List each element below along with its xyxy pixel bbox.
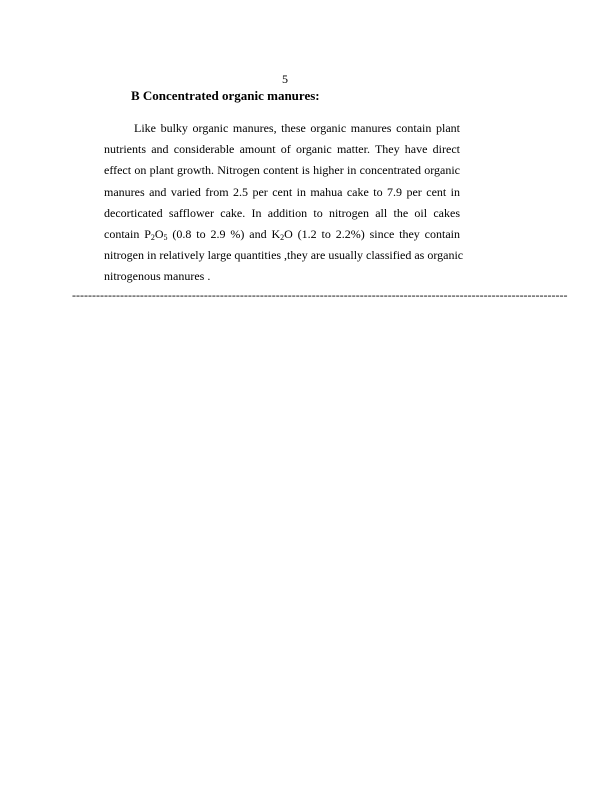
formula-line: [104, 224, 460, 245]
paragraph-line: nutrients and considerable amount of organic matter. They have direct: [104, 142, 460, 157]
section-heading: B Concentrated organic manures:: [131, 88, 320, 103]
formula-text: contain P: [104, 227, 151, 242]
paragraph-line: manures and varied from 2.5 per cent in mahua cake to 7.9 per cent in: [104, 184, 460, 199]
formula-text: O (1.2 to 2.2%) since they contain: [284, 227, 460, 242]
subscript: 2: [280, 233, 285, 243]
subscript: 5: [163, 233, 168, 243]
subscript: 2: [150, 233, 155, 243]
paragraph-line: nitrogen in relatively large quantities ,they are usually classified as organic: [104, 248, 464, 263]
paragraph-line: decorticated safflower cake. In addition to nitrogen all the oil cakes: [104, 205, 460, 220]
body-paragraph: [104, 118, 464, 288]
formula-text: O: [154, 227, 164, 242]
paragraph-line: Like bulky organic manures, these organic manures contain plant: [134, 121, 460, 135]
page-number: 5: [282, 72, 288, 86]
paragraph-line: effect on plant growth. Nitrogen content is higher in concentrated organic: [104, 163, 460, 178]
dashed-separator: ----------------------------------------------------------------------------------------------------------------------------: [72, 288, 568, 302]
paragraph-line: nitrogenous manures .: [104, 269, 211, 284]
formula-text: (0.8 to 2.9 %) and K: [167, 227, 281, 242]
